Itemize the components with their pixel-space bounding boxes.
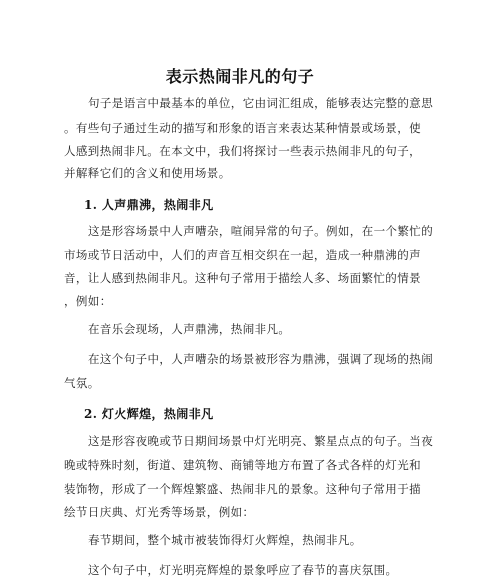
section-heading: 1. 人声鼎沸，热闹非凡 <box>84 198 214 212</box>
paragraph-line: 装饰物，形成了一个辉煌繁盛、热闹非凡的景象。这种句子常用于描 <box>64 482 421 496</box>
paragraph-line: 绘节日庆典、灯光秀等场景，例如： <box>64 505 255 519</box>
intro-line: 并解释它们的含义和使用场景。 <box>64 166 231 180</box>
paragraph-line: 晚或特殊时刻，街道、建筑物、商铺等地方布置了各式各样的灯光和 <box>64 458 421 472</box>
paragraph-line: 这个句子中，灯光明亮辉煌的景象呼应了春节的喜庆氛围。 <box>88 563 398 577</box>
paragraph-line: 这是形容场景中人声嘈杂，喧闹异常的句子。例如，在一个繁忙的 <box>88 224 434 238</box>
intro-line: 人感到热闹非凡。在本文中，我们将探讨一些表示热闹非凡的句子， <box>64 144 421 158</box>
document-title: 表示热闹非凡的句子 <box>165 67 315 86</box>
paragraph-line: 在这个句子中，人声嘈杂的场景被形容为鼎沸，强调了现场的热闹 <box>88 352 434 366</box>
paragraph-line: 市场或节日活动中，人们的声音互相交织在一起，造成一种鼎沸的声 <box>64 248 421 262</box>
example-sentence: 在音乐会现场，人声鼎沸，热闹非凡。 <box>88 322 291 336</box>
paragraph-line: 气氛。 <box>64 376 100 390</box>
intro-line: 句子是语言中最基本的单位，它由词汇组成，能够表达完整的意思 <box>88 96 434 110</box>
intro-line: 。有些句子通过生动的描写和形象的语言来表达某种情景或场景，使 <box>64 121 421 135</box>
paragraph-line: ，例如： <box>64 294 112 308</box>
paragraph-line: 音，让人感到热闹非凡。这种句子常用于描绘人多、场面繁忙的情景 <box>64 271 421 285</box>
section-heading: 2. 灯火辉煌，热闹非凡 <box>84 407 214 421</box>
example-sentence: 春节期间，整个城市被装饰得灯火辉煌，热闹非凡。 <box>88 533 362 547</box>
paragraph-line: 这是形容夜晚或节日期间场景中灯光明亮、繁星点点的句子。当夜 <box>88 434 434 448</box>
